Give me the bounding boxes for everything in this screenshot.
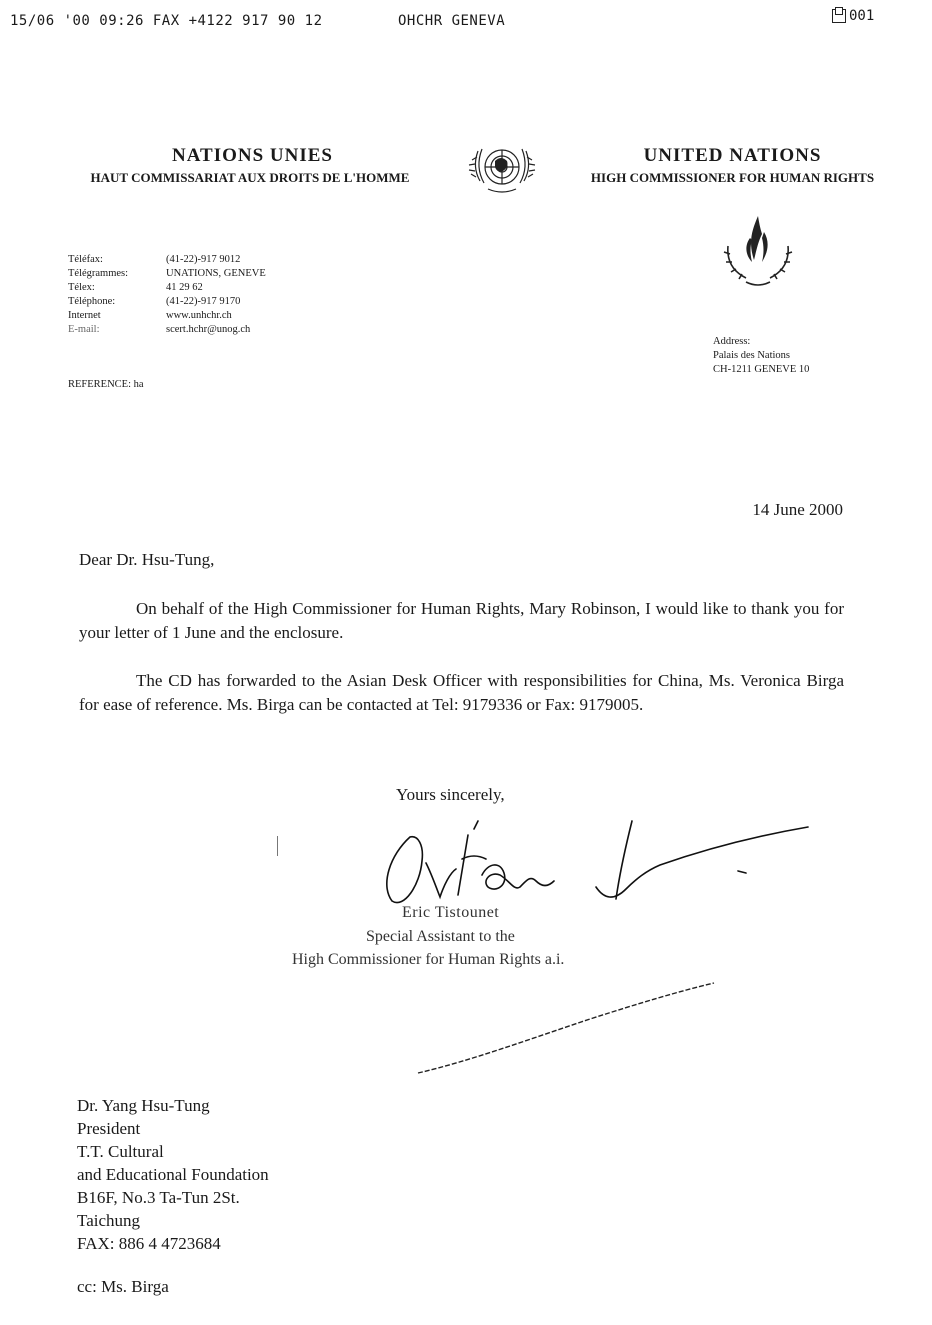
cc-line: cc: Ms. Birga [77,1277,169,1296]
fax-page-icon [832,9,846,23]
fax-sender: OHCHR GENEVA [398,13,506,29]
recipient-org-line-1: T.T. Cultural [77,1142,164,1161]
recipient-street: B16F, No.3 Ta-Tun 2St. [77,1188,240,1207]
contact-label: Télex: [68,282,95,293]
un-emblem-logo [466,137,538,199]
reference-line: REFERENCE: ha [68,379,144,390]
fax-timestamp-number: 15/06 '00 09:26 FAX +4122 917 90 12 [10,13,323,29]
contact-label: Internet [68,310,101,321]
address-line: Palais des Nations [713,350,790,361]
recipient-fax: FAX: 886 4 4723684 [77,1234,221,1253]
recipient-org-line-2: and Educational Foundation [77,1165,269,1184]
ohchr-emblem-logo [718,212,798,296]
signer-name: Eric Tistounet [402,904,500,921]
signature [370,815,815,910]
address-label: Address: [713,336,751,347]
contact-values [166,253,336,337]
signer-title-line-1: Special Assistant to the [366,928,515,945]
contact-label: Télégrammes: [68,268,129,279]
pen-stroke-mark [410,975,720,1080]
salutation: Dear Dr. Hsu-Tung, [79,550,215,569]
recipient-address [77,1094,377,1255]
paragraph-2: The CD has forwarded to the Asian Desk Officer with responsibilities for China, Ms. Veronica Birga for ease of reference. Ms. Birga can be contacted at Tel: 9179336 or Fax: 9179005. [79,671,844,714]
address-block [713,335,863,377]
left-org-subtitle: HAUT COMMISSARIAT AUX DROITS DE L'HOMME [90,170,410,185]
left-org-title: NATIONS UNIES [172,145,333,166]
contact-value: 41 29 62 [166,282,203,293]
stray-mark [277,836,278,856]
contact-value: (41-22)-917 9170 [166,296,241,307]
letter-date: 14 June 2000 [752,500,843,519]
right-org-title: UNITED NATIONS [643,145,822,166]
contact-value: www.unhchr.ch [166,310,232,321]
signer-title-line-2: High Commissioner for Human Rights a.i. [292,951,565,968]
address-line: CH-1211 GENEVE 10 [713,364,810,375]
right-org-subtitle: HIGH COMMISSIONER FOR HUMAN RIGHTS [590,170,875,185]
contact-value: (41-22)-917 9012 [166,254,241,265]
contact-label: E-mail: [68,324,100,335]
paragraph-1: On behalf of the High Commissioner for Human Rights, Mary Robinson, I would like to thank you for your letter of 1 June and the enclosure. [79,599,844,642]
fax-page-counter [832,8,874,24]
contact-label: Téléphone: [68,296,116,307]
contact-labels [68,253,158,337]
recipient-city: Taichung [77,1211,141,1230]
fax-page-number: 001 [849,8,875,24]
contact-value: scert.hchr@unog.ch [166,324,251,335]
recipient-name: Dr. Yang Hsu-Tung [77,1096,210,1115]
closing: Yours sincerely, [396,785,505,804]
contact-value: UNATIONS, GENEVE [166,268,266,279]
contact-label: Téléfax: [68,254,103,265]
recipient-title: President [77,1119,141,1138]
